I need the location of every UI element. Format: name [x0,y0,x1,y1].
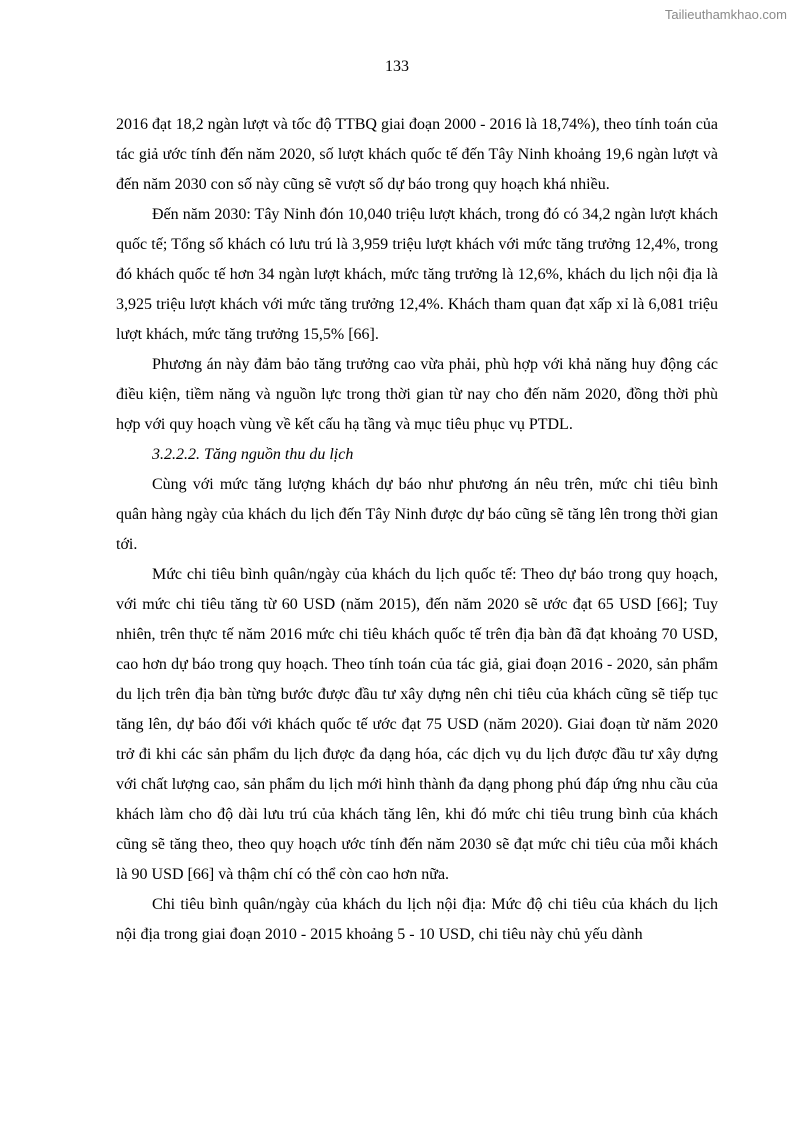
page-number: 133 [385,58,409,75]
paragraph-forecast-2030: Đến năm 2030: Tây Ninh đón 10,040 triệu lượt khách, trong đó có 34,2 ngàn lượt khách quốc tế; Tổng số khách có lưu trú là 3,959 triệu lượt khách với mức tăng trưởng 12,4%, trong đó khách quốc tế hơn 34 ngàn lượt khách, mức tăng trưởng là 12,6%, khách du lịch nội địa là 3,925 triệu lượt khách với mức tăng trưởng 12,4%. Khách tham quan đạt xấp xỉ là 6,081 triệu lượt khách, mức tăng trưởng 15,5% [66]. [116,206,718,343]
paragraph-spending-intro: Cùng với mức tăng lượng khách dự báo như phương án nêu trên, mức chi tiêu bình quân hàng ngày của khách du lịch đến Tây Ninh được dự báo cũng sẽ tăng lên trong thời gian tới. [116,476,718,553]
paragraph-continuation: 2016 đạt 18,2 ngàn lượt và tốc độ TTBQ giai đoạn 2000 - 2016 là 18,74%), theo tính toán của tác giả ước tính đến năm 2020, số lượt khách quốc tế đến Tây Ninh khoảng 19,6 ngàn lượt và đến năm 2030 con số này cũng sẽ vượt số dự báo trong quy hoạch khá nhiều. [116,116,718,193]
document-body [116,110,718,950]
watermark: Tailieuthamkhao.com [664,7,787,22]
section-heading: 3.2.2.2. Tăng nguồn thu du lịch [152,446,354,463]
paragraph-scenario: Phương án này đảm bảo tăng trưởng cao vừa phải, phù hợp với khả năng huy động các điều kiện, tiềm năng và nguồn lực trong thời gian từ nay cho đến năm 2020, đồng thời phù hợp với quy hoạch vùng về kết cấu hạ tầng và mục tiêu phục vụ PTDL. [116,356,718,433]
paragraph-domestic-spending: Chi tiêu bình quân/ngày của khách du lịch nội địa: Mức độ chi tiêu của khách du lịch nội địa trong giai đoạn 2010 - 2015 khoảng 5 - 10 USD, chi tiêu này chủ yếu dành [116,896,718,943]
paragraph-international-spending: Mức chi tiêu bình quân/ngày của khách du lịch quốc tế: Theo dự báo trong quy hoạch, với mức chi tiêu tăng từ 60 USD (năm 2015), đến năm 2020 sẽ ước đạt 65 USD [66]; Tuy nhiên, trên thực tế năm 2016 mức chi tiêu khách quốc tế trên địa bàn đã đạt khoảng 70 USD, cao hơn dự báo trong quy hoạch. Theo tính toán của tác giả, giai đoạn 2016 - 2020, sản phẩm du lịch trên địa bàn từng bước được đầu tư xây dựng nên chi tiêu của khách cũng sẽ tiếp tục tăng lên, dự báo đối với khách quốc tế ước đạt 75 USD (năm 2020). Giai đoạn từ năm 2020 trở đi khi các sản phẩm du lịch được đa dạng hóa, các dịch vụ du lịch được đầu tư xây dựng với chất lượng cao, sản phẩm du lịch mới hình thành đa dạng phong phú đáp ứng nhu cầu của khách làm cho độ dài lưu trú của khách tăng lên, khi đó mức chi tiêu trung bình của khách cũng sẽ tăng theo, theo quy hoạch ước tính đến năm 2030 sẽ đạt mức chi tiêu của mỗi khách là 90 USD [66] và thậm chí có thể còn cao hơn nữa. [116,566,718,883]
